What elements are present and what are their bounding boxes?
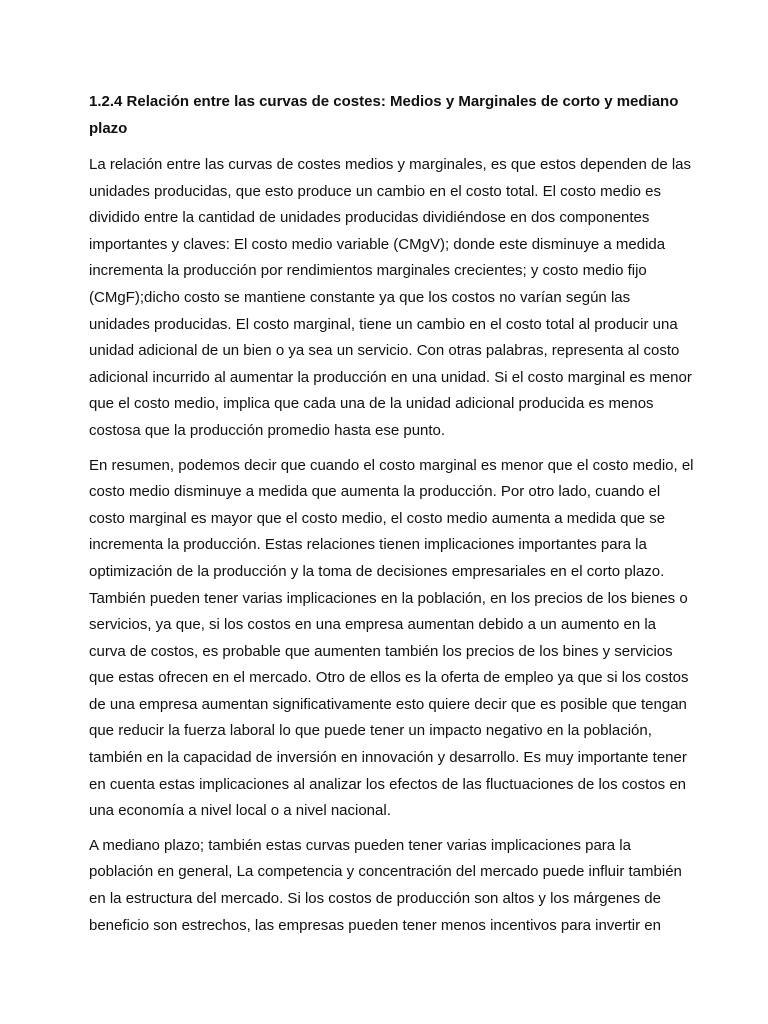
text-line: También pueden tener varias implicaciones en la población, en los precios de los bienes o <box>89 589 688 607</box>
text-line: en la estructura del mercado. Si los costos de producción son altos y los márgenes de <box>89 890 661 908</box>
text-line: en cuenta estas implicaciones al analizar los efectos de las fluctuaciones de los costos en <box>89 775 687 793</box>
text-line: costosa que la producción promedio hasta ese punto. <box>89 421 446 439</box>
text-line: que el costo medio, implica que cada una de la unidad adicional producida es menos <box>89 395 654 413</box>
text-line: costo marginal es mayor que el costo medio, el costo medio aumenta a medida que se <box>89 509 666 527</box>
text-line: unidades producidas, que esto produce un cambio en el costo total. El costo medio es <box>89 182 662 200</box>
text-line: una economía a nivel local o a nivel nacional. <box>89 802 391 820</box>
text-line: A mediano plazo; también estas curvas pueden tener varias implicaciones para la <box>89 836 631 854</box>
text-line: incrementa la producción por rendimientos marginales crecientes; y costo medio fijo <box>89 262 647 280</box>
heading-line: 1.2.4 Relación entre las curvas de costes: Medios y Marginales de corto y mediano <box>89 93 679 110</box>
paragraph-summary <box>89 453 698 825</box>
text-line: importantes y claves: El costo medio variable (CMgV); donde este disminuye a medida <box>89 235 666 253</box>
text-line: En resumen, podemos decir que cuando el costo marginal es menor que el costo medio, el <box>89 456 694 474</box>
text-line: servicios, ya que, si los costos en una empresa aumentan debido a un aumento en la <box>89 616 657 634</box>
paragraph-cost-relation <box>89 152 698 445</box>
text-line: que reducir la fuerza laboral lo que puede tener un impacto negativo en la población, <box>89 722 652 740</box>
text-line: costo medio disminuye a medida que aumenta la producción. Por otro lado, cuando el <box>89 483 661 501</box>
text-line: unidades producidas. El costo marginal, tiene un cambio en el costo total al producir una <box>89 315 678 333</box>
text-line: (CMgF);dicho costo se mantiene constante ya que los costos no varían según las <box>89 288 631 306</box>
paragraph-medium-term <box>89 833 698 939</box>
text-line: adicional incurrido al aumentar la producción en una unidad. Si el costo marginal es menor <box>89 368 692 386</box>
text-line: dividido entre la cantidad de unidades producidas dividiéndose en dos componentes <box>89 209 650 227</box>
text-line: también en la capacidad de inversión en innovación y desarrollo. Es muy importante tener <box>89 749 687 767</box>
text-line: optimización de la producción y la toma de decisiones empresariales en el corto plazo. <box>89 562 665 580</box>
text-line: curva de costos, es probable que aumenten también los precios de los bines y servicios <box>89 642 673 660</box>
text-line: beneficio son estrechos, las empresas pueden tener menos incentivos para invertir en <box>89 916 661 934</box>
text-line: de una empresa aumentan significativamente esto quiere decir que es posible que tengan <box>89 695 687 713</box>
text-line: La relación entre las curvas de costes medios y marginales, es que estos dependen de las <box>89 156 692 173</box>
section-heading <box>89 88 698 142</box>
heading-line: plazo <box>89 120 128 137</box>
text-line: que estas ofrecen en el mercado. Otro de ellos es la oferta de empleo ya que si los costos <box>89 669 689 687</box>
text-line: incrementa la producción. Estas relaciones tienen implicaciones importantes para la <box>89 536 647 554</box>
text-line: población en general, La competencia y concentración del mercado puede influir también <box>89 863 682 881</box>
text-line: unidad adicional de un bien o ya sea un servicio. Con otras palabras, representa al costo <box>89 342 680 360</box>
